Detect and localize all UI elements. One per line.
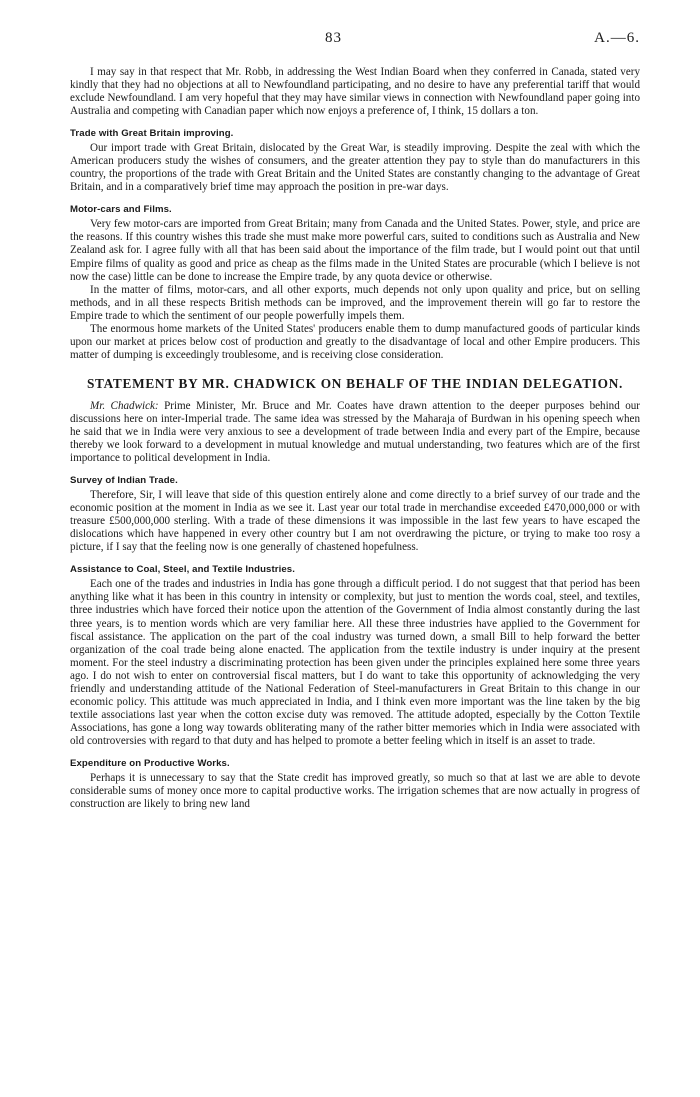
statement-title: STATEMENT BY MR. CHADWICK ON BEHALF OF THE INDIAN DELEGATION. — [86, 375, 624, 391]
section-heading: Expenditure on Productive Works. — [70, 757, 230, 769]
section-heading: Trade with Great Britain improving. — [70, 128, 234, 140]
speaker-name: Mr. Chadwick: — [90, 399, 159, 412]
paragraph: The enormous home markets of the United States' producers enable them to dump manufactured goods of particular kinds upon our market at prices below cost of production and greatly to the disadvantage of local and other Empire producers. This matter of dumping is exceedingly troublesome, and is receiving close consideration. — [70, 322, 640, 361]
section-heading: Assistance to Coal, Steel, and Textile Industries. — [70, 564, 296, 576]
paragraph: Our import trade with Great Britain, dislocated by the Great War, is steadily improving. Despite the zeal with which the American producers study the wishes of consumers, and the greater attention they pay to style than do manufacturers in this country, the proportions of the trade with Great Britain and the United States are constantly changing to the advantage of Great Britain, and in a comparatively brief time may approach the position in pre-war days. — [70, 142, 640, 194]
document-reference: A.—6. — [594, 30, 640, 46]
paragraph: Each one of the trades and industries in India has gone through a difficult period. I do not suggest that that period has been anything like what it has been in this country in intensity or complexity, but just to mention the words coal, steel, and textiles, three industries which have forced their notice upon the attention of the Government of India almost constantly during the last three years, is to mention words which are very familiar here. All these three industries have applied to the Government for fiscal assistance. The application on the part of the coal industry was turned down, a small Bill to help forward the better organization of the coal trade being alone enacted. The application from the textile industry is under inquiry at the present moment. For the steel industry a discriminating protection has been given under the principles explained here some three years ago. I do not wish to enter on controversial fiscal matters, but I do want to take this opportunity of acknowledging the very friendly and understanding attitude of the National Federation of Steel-manufacturers in Great Britain to this change in our economic policy. This attitude was much appreciated in India, and I think even more important was the line taken by the big textile associations last year when the cotton excise duty was removed. The attitude adopted, especially by the Cotton Textile Associations, has gone a long way towards obliterating many of the rather bitter memories which in India were associated with old controversies with regard to that duty and has helped to promote a better feeling which in itself is an asset to trade. — [70, 578, 640, 747]
page-number: 83 — [325, 30, 342, 46]
paragraph: Very few motor-cars are imported from Great Britain; many from Canada and the United States. Power, style, and price are the reasons. If this country wishes this trade she must make more powerful cars, suited to conditions such as Australia and New Zealand ask for. I agree fully with all that has been said about the importance of the film trade, but I would point out that until Empire films of quality as good and price as cheap as the films made in the United States are procurable (which I believe is not now the case) little can be done to increase the Empire trade, by any quota device or otherwise. — [70, 218, 640, 283]
page-body — [70, 66, 640, 811]
paragraph: Perhaps it is unnecessary to say that the State credit has improved greatly, so much so that at last we are able to devote considerable sums of money once more to capital productive works. The irrigation schemes that are now actually in progress of construction are likely to bring new land — [70, 771, 640, 811]
paragraph: In the matter of films, motor-cars, and all other exports, much depends not only upon quality and price, but on selling methods, and in all these respects British methods can be improved, and the improvement therein will go far to restore the Empire trade to which the sentiment of our people powerfully impels them. — [70, 283, 640, 322]
statement-intro-paragraph — [70, 400, 640, 465]
page-header — [70, 30, 640, 54]
paragraph: Therefore, Sir, I will leave that side of this question entirely alone and come directly to a brief survey of our trade and the economic position at the moment in India as we see it. Last year our total trade in merchandise exceeded £470,000,000 or with treasure £500,000,000 sterling. With a trade of these dimensions it was impossible in the last few years to have escaped the dislocations which have happened in every other country but I am not overdrawing the picture, or trying to make too rosy a picture, if I say that the feeling now is one generally of chastened hopefulness. — [70, 489, 640, 554]
paragraph: I may say in that respect that Mr. Robb, in addressing the West Indian Board when they conferred in Canada, stated very kindly that they had no objections at all to Newfoundland participating, and no desire to have any preferential tariff that would exclude Newfoundland. I am very hopeful that they may have similar views in connection with Newfoundland paper going into Australia and competing with Canadian paper which now enjoys a preference of, I think, 15 dollars a ton. — [70, 66, 640, 118]
section-heading: Motor-cars and Films. — [70, 204, 172, 216]
statement-intro-text: Prime Minister, Mr. Bruce and Mr. Coates have drawn attention to the deeper purposes behind our discussions here on inter-Imperial trade. The same idea was stressed by the Maharaja of Burdwan in his opening speech when he said that we in India were very anxious to see a development of trade between India and every part of the Empire, because thereby we look forward to a development in mutual knowledge and mutual understanding, two features which are of the first importance to political development in India. — [70, 399, 640, 465]
section-heading: Survey of Indian Trade. — [70, 475, 178, 487]
